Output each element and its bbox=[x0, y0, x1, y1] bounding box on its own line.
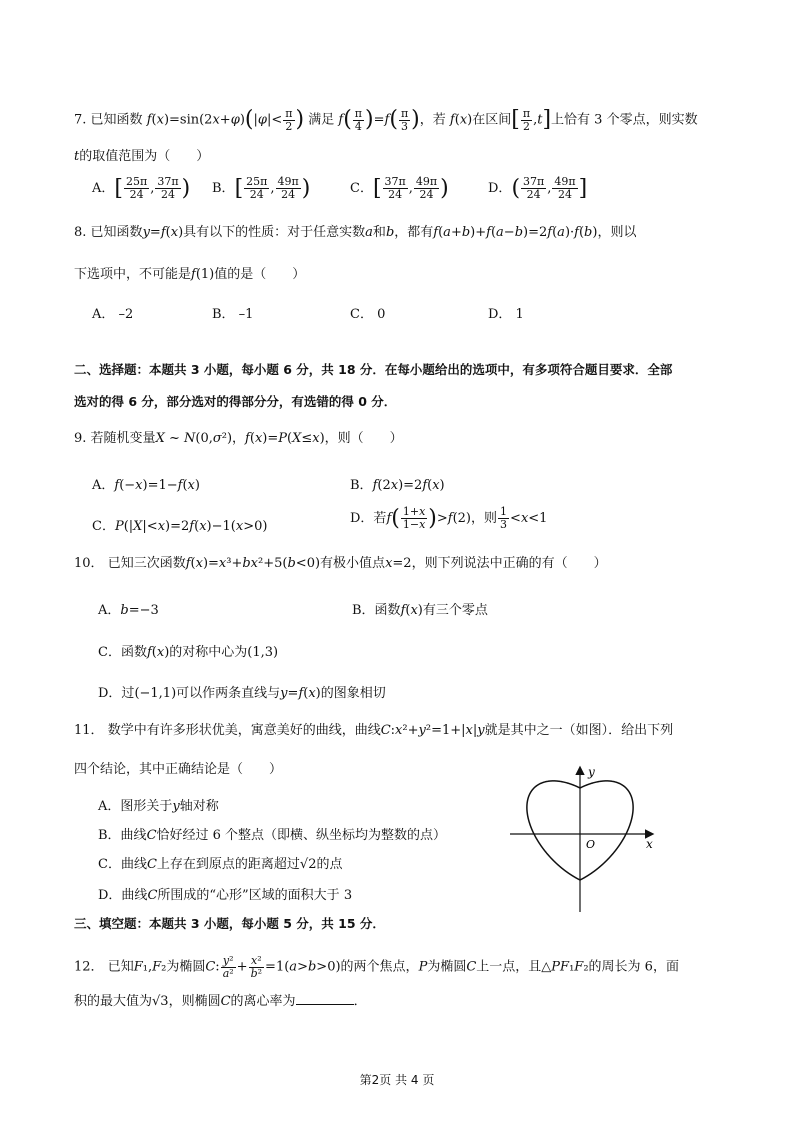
q9-option-d[interactable]: D．若f( $\frac{1+x}{1-x}$ )>f(2)，则 $\frac{1}{3}$ <x<1 bbox=[350, 505, 548, 531]
q10-line1: 10． 已知三次函数f(x)=x³+bx²+5(b<0)有极小值点x=2，则下列说法中正确的有（ ） bbox=[74, 556, 607, 571]
q10-option-c[interactable]: C．函数f(x)的对称中心为(1,3) bbox=[98, 645, 279, 660]
q8-option-c[interactable]: C． 0 bbox=[350, 307, 386, 322]
section2-heading-line2: 选对的得 6 分，部分选对的得部分分，有选错的得 0 分． bbox=[74, 394, 397, 409]
q7-option-d[interactable]: D．( $\frac{37\pi}{24}$ , $\frac{49\pi}{24}$ ] bbox=[488, 175, 588, 201]
q11-option-c[interactable]: C．曲线C上存在到原点的距离超过√2的点 bbox=[98, 857, 343, 872]
q7-option-c[interactable]: C．[ $\frac{37\pi}{24}$ , $\frac{49\pi}{24}$ ) bbox=[350, 175, 449, 201]
q9-option-b[interactable]: B．f(2x)=2f(x) bbox=[350, 478, 445, 493]
section2-heading: 二、选择题：本题共 3 小题，每小题 6 分，共 18 分．在每小题给出的选项中，有多项符合题目要求．全部 bbox=[74, 362, 673, 377]
q7-line1: 7. 已知函数 f(x)=sin(2x+φ)(|φ|< $\frac{\pi}{2}$ ) 满足 f( $\frac{\pi}{4}$ )=f( $\frac{\pi}{3}$ )，若 f(x)在区间[ $\frac{\pi}{2}$ ,t]上恰有 3 个零点，则实数 bbox=[74, 107, 698, 133]
q11-option-d[interactable]: D．曲线C所围成的“心形”区域的面积大于 3 bbox=[98, 888, 353, 903]
page-footer: 第2页 共 4 页 bbox=[359, 1073, 435, 1087]
q8-option-a[interactable]: A． –2 bbox=[92, 307, 134, 322]
q9-option-c[interactable]: C．P(|X|<x)=2f(x)−1(x>0) bbox=[92, 519, 268, 534]
axis-label-y: y bbox=[588, 765, 595, 779]
q7-option-b[interactable]: B．[ $\frac{25\pi}{24}$ , $\frac{49\pi}{24}$ ) bbox=[212, 175, 311, 201]
answer-blank[interactable] bbox=[296, 992, 354, 1005]
q10-option-b[interactable]: B．函数f(x)有三个零点 bbox=[352, 603, 488, 618]
origin-label: O bbox=[586, 838, 596, 851]
q11-option-a[interactable]: A．图形关于y轴对称 bbox=[98, 799, 219, 814]
axis-label-x: x bbox=[646, 837, 653, 851]
q8-line1: 8. 已知函数y=f(x)具有以下的性质：对于任意实数a和b，都有f(a+b)+f(a−b)=2f(a)·f(b)，则以 bbox=[74, 225, 637, 240]
q9-option-a[interactable]: A．f(−x)=1−f(x) bbox=[92, 478, 200, 493]
q11-option-b[interactable]: B．曲线C恰好经过 6 个整点（即横、纵坐标均为整数的点） bbox=[98, 828, 447, 843]
q12-line2: 积的最大值为√3，则椭圆C的离心率为 ． bbox=[74, 994, 367, 1009]
q10-option-a[interactable]: A．b=−3 bbox=[98, 603, 159, 618]
q8-option-b[interactable]: B． –1 bbox=[212, 307, 254, 322]
q7-line2: t的取值范围为（ ） bbox=[74, 149, 210, 164]
q11-line1: 11． 数学中有许多形状优美，寓意美好的曲线，曲线C:x²+y²=1+|x|y就是其中之一（如图）．给出下列 bbox=[74, 723, 674, 738]
q9-line1: 9. 若随机变量X ~ N(0,σ²)，f(x)=P(X≤x)，则（ ） bbox=[74, 431, 403, 446]
q12-line1: 12． 已知F₁,F₂为椭圆C: $\frac{\text{y²}}{\text{a²}}$ + $\frac{\text{x²}}{\text{b²}}$ =1(a>b>0)的两个焦点，P为椭圆C上一点，且△PF₁F₂的周长为 6，面 bbox=[74, 954, 679, 980]
q8-line2: 下选项中，不可能是f(1)值的是（ ） bbox=[74, 267, 306, 282]
section3-heading: 三、填空题：本题共 3 小题，每小题 5 分，共 15 分． bbox=[74, 916, 385, 931]
q11-line2: 四个结论，其中正确结论是（ ） bbox=[74, 762, 283, 777]
q7-number: 7. bbox=[74, 112, 87, 128]
q7-option-a[interactable]: A．[ $\frac{25\pi}{24}$ , $\frac{37\pi}{24}$ ) bbox=[92, 175, 191, 201]
q8-option-d[interactable]: D． 1 bbox=[488, 307, 524, 322]
q10-option-d[interactable]: D．过(−1,1)可以作两条直线与y=f(x)的图象相切 bbox=[98, 686, 386, 701]
heart-curve-figure bbox=[506, 762, 666, 914]
